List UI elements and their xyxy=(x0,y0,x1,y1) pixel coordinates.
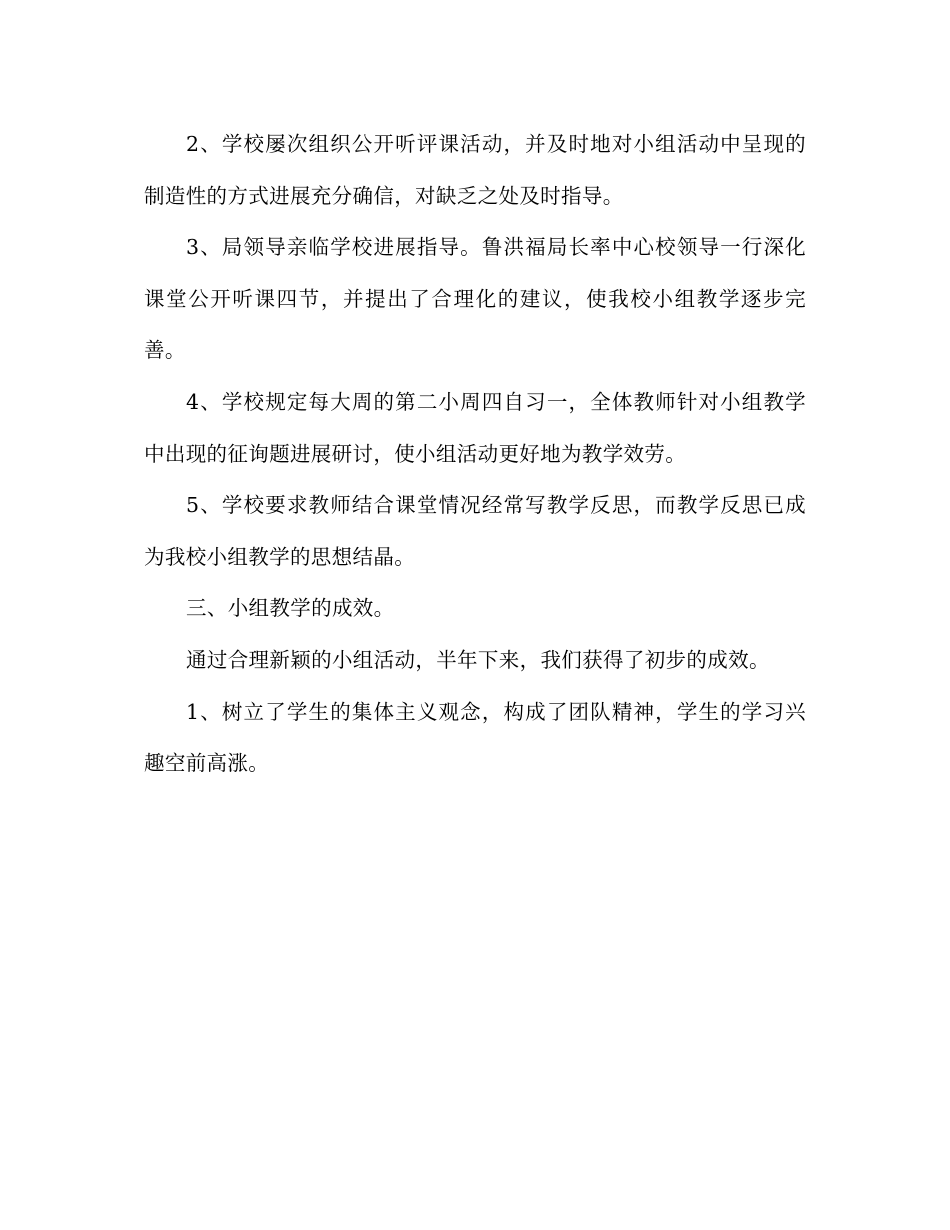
paragraph-3-line-3: 善。 xyxy=(144,338,186,363)
paragraph-5-line-2: 为我校小组教学的思想结晶。 xyxy=(144,544,416,569)
paragraph-result-1-line-2: 趣空前高涨。 xyxy=(144,751,270,776)
section-intro: 通过合理新颖的小组活动，半年下来，我们获得了初步的成效。 xyxy=(186,647,770,672)
paragraph-result-1-line-1: 1、树立了学生的集体主义观念，构成了团队精神，学生的学习兴 xyxy=(186,699,806,724)
paragraph-2-line-1: 2、学校屡次组织公开听评课活动，并及时地对小组活动中呈现的 xyxy=(186,132,806,156)
document-body xyxy=(144,122,806,793)
paragraph-4-line-2: 中出现的征询题进展研讨，使小组活动更好地为教学效劳。 xyxy=(144,441,687,466)
paragraph-2-line-2: 制造性的方式进展充分确信，对缺乏之处及时指导。 xyxy=(144,183,624,208)
section-heading: 三、小组教学的成效。 xyxy=(186,596,395,621)
paragraph-4-line-1: 4、学校规定每大周的第二小周四自习一，全体教师针对小组教学 xyxy=(186,389,806,414)
paragraph-5-line-1: 5、学校要求教师结合课堂情况经常写教学反思，而教学反思已成 xyxy=(186,493,806,518)
paragraph-3-line-2: 课堂公开听课四节，并提出了合理化的建议，使我校小组教学逐步完 xyxy=(144,286,806,311)
paragraph-3-line-1: 3、局领导亲临学校进展指导。鲁洪福局长率中心校领导一行深化 xyxy=(186,235,806,260)
